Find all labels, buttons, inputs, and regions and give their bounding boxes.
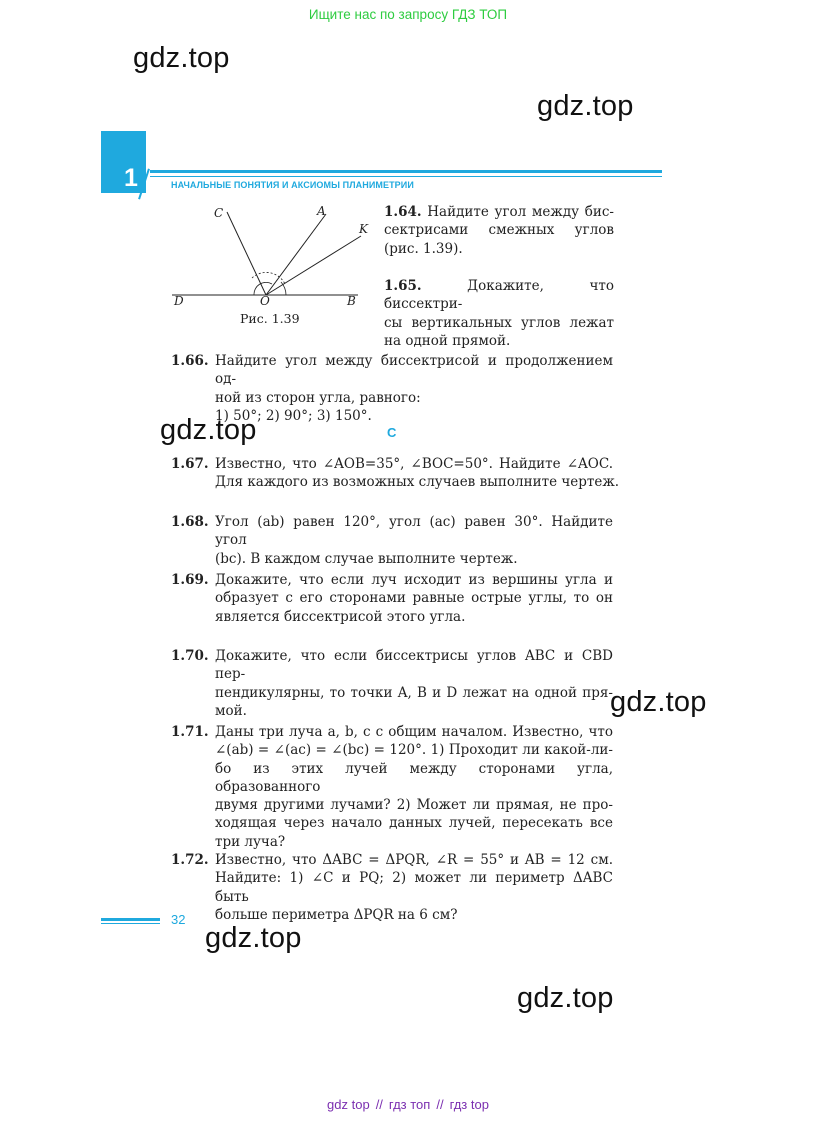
chapter-rule [150,170,662,173]
problem-line: 1.65. Докажите, что биссектри- [384,278,614,313]
watermark: gdz.top [537,90,634,122]
problem-line: ходящая через начало данных лучей, пересекать все [215,815,613,832]
figure-1-39 [168,198,376,310]
problem-number: 1.64. [384,204,422,220]
problem-line: Угол (ab) равен 120°, угол (ac) равен 30°. Найдите угол [215,514,613,549]
problem-line: мой. [215,702,247,719]
footer-separator: // [436,1097,444,1112]
watermark: gdz.top [160,414,257,446]
page-number: 32 [171,912,186,927]
problem-line: Найдите угол между биссектрисой и продолжением од- [215,353,613,388]
chapter-number: 1 [124,164,138,192]
problem-line: на одной прямой. [384,332,511,349]
footer-link[interactable]: gdz top [327,1097,370,1112]
problem-line: три луча? [215,833,286,850]
search-banner: Ищите нас по запросу ГДЗ ТОП [308,7,508,22]
problem-number: 1.68. [171,514,209,530]
problem-line: бо из этих лучей между сторонами угла, образованного [215,760,613,795]
problem-number: 1.70. [171,648,209,664]
problem-number: 1.66. [171,353,209,369]
problem-number: 1.72. [171,852,209,868]
label-a: A [317,204,326,218]
problem-line: ∠(ab) = ∠(ac) = ∠(bc) = 120°. 1) Проходит ли какой-ли- [215,742,613,759]
problem-line: Известно, что ΔABC = ΔPQR, ∠R = 55° и AB = 12 см. [215,852,613,868]
problem-line: Для каждого из возможных случаев выполните чертеж. [215,474,620,491]
problem-number: 1.65. [384,278,422,294]
problem-line: больше периметра ΔPQR на 6 см? [215,906,458,923]
ray-oc [227,212,266,295]
problem-line: 1) 50°; 2) 90°; 3) 150°. [215,407,372,424]
problem-1-64 [384,203,614,258]
footer-separator: // [375,1097,383,1112]
problem-number: 1.69. [171,572,209,588]
difficulty-mark: С [387,425,397,440]
problem-line: сектрисами смежных углов [384,222,614,239]
problem-number: 1.67. [171,456,209,472]
problem-line: Найдите: 1) ∠C и PQ; 2) может ли периметр ΔABC быть [215,870,613,905]
watermark: gdz.top [133,42,230,74]
problem-line: образует с его сторонами равные острые углы, то он [215,590,613,607]
problem-line: Даны три луча a, b, c с общим началом. Известно, что [215,724,613,740]
ray-ok [266,236,361,295]
footer-link[interactable]: гдз топ [388,1097,431,1112]
problem-line: двумя другими лучами? 2) Может ли прямая, не про- [215,797,613,814]
page-rule-thin [101,923,160,924]
figure-caption: Рис. 1.39 [240,311,300,326]
problem-line: сы вертикальных углов лежат [384,314,614,331]
problem-line: Известно, что ∠AOB=35°, ∠BOC=50°. Найдите ∠AOC. [215,456,613,472]
problem-line: (рис. 1.39). [384,240,463,257]
problem-line: Докажите, что если луч исходит из вершины угла и [215,572,613,588]
watermark: gdz.top [517,982,614,1014]
label-d: D [174,294,184,308]
watermark: gdz.top [205,922,302,954]
watermark: gdz.top [610,686,707,718]
footer-link[interactable]: гдз top [449,1097,489,1112]
problem-line: ной из сторон угла, равного: [215,389,421,406]
problem-line: Докажите, что если биссектрисы углов ABC и CBD пер- [215,648,613,683]
problem-line: 1.64. Найдите угол между бис- [384,204,614,220]
label-b: B [347,294,356,308]
problem-line: (bc). В каждом случае выполните чертеж. [215,550,518,567]
footer-links [0,1097,816,1112]
problem-number: 1.71. [171,724,209,740]
page-rule [101,918,160,921]
label-c: C [214,206,224,220]
problem-line: пендикулярны, то точки A, B и D лежат на одной пря- [215,684,613,701]
problem-line: является биссектрисой этого угла. [215,608,466,625]
chapter-title: НАЧАЛЬНЫЕ ПОНЯТИЯ И АКСИОМЫ ПЛАНИМЕТРИИ [171,180,414,190]
problem-1-65 [384,277,614,350]
label-o: O [260,294,270,308]
label-k: K [359,222,368,236]
chapter-rule-thin [150,176,662,177]
ray-oa [266,214,326,295]
